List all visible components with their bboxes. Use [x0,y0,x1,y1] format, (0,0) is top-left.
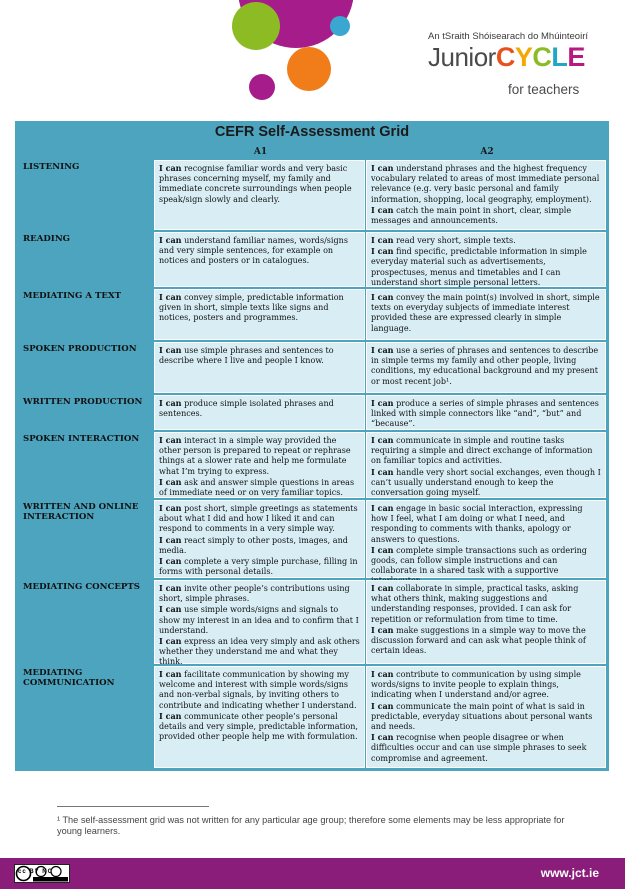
descriptor-statement [159,556,360,577]
column-header-blank [17,145,154,159]
i-can-lead: I can [371,204,394,215]
orange-circle [287,47,331,91]
cc-license-badge [14,864,70,883]
descriptor-statement [371,669,601,701]
row-label: MEDIATING A TEXT [23,291,122,301]
descriptor-text: make suggestions in a simple way to move the discussion forward and can ask what people think of certain ideas. [371,625,586,656]
descriptor-cell-a2 [366,500,606,578]
descriptor-text: post short, simple greetings as statements about what I did and how I liked it and can respond to comments in a very simple way. [159,504,358,534]
descriptor-text: find specific, predictable information in simple everyday material such as advertisements, prospectuses, menus and timetables and I can understand short simple personal letters. [371,247,587,287]
row-label: SPOKEN PRODUCTION [23,344,137,354]
descriptor-text: understand familiar names, words/signs and very simple sentences, for example on notices and posters or in catalogues. [159,236,348,266]
descriptor-statement [371,732,601,764]
column-header-a1: A1 [253,147,268,157]
descriptor-text: communicate the main point of what is said in predictable, everyday situations about personal wants and needs. [371,701,593,732]
i-can-lead: I can [159,583,182,593]
junior-cycle-logo [428,44,585,71]
descriptor-cell-a2 [366,342,606,393]
descriptor-statement [371,625,601,657]
i-can-lead: I can [159,435,182,445]
i-can-lead: I can [159,476,182,487]
logo-word-cycle [496,42,585,72]
descriptor-text: communicate other people’s personal details and very simple, predictable information, provided other people help me with formulation. [159,711,358,742]
descriptor-cell-a1 [154,342,365,393]
descriptor-text: interact in a simple way provided the other person is prepared to repeat or rephrase things at a slower rate and help me formulate what I’m trying to express. [159,436,351,476]
descriptor-cell-a1 [154,289,365,340]
row-label: WRITTEN AND ONLINE INTERACTION [23,502,139,522]
descriptor-cell-a1 [154,160,365,230]
descriptor-statement [159,636,360,668]
descriptor-text: use simple phrases and sentences to describe where I live and people I know. [159,346,334,366]
descriptor-cell-a1 [154,432,365,498]
descriptor-text: collaborate in simple, practical tasks, asking what others think, making suggestions and understanding responses, provided. I can ask for repetition or reformulation from time to time. [371,584,579,624]
table-row [17,431,607,499]
descriptor-text: understand phrases and the highest frequency vocabulary related to areas of most immediate personal relevance (e.g. very basic personal and family information, shopping, local geography, employment). [371,164,600,204]
table-row [17,341,607,394]
descriptor-statement [371,292,601,334]
pink-circle [249,74,275,100]
cc-license-text: cc BY NC [18,869,53,875]
descriptor-statement [371,246,601,288]
i-can-lead: I can [371,583,394,593]
i-can-lead: I can [159,503,182,513]
i-can-lead: I can [159,292,182,302]
i-can-lead: I can [371,503,394,513]
i-can-lead: I can [371,292,394,302]
i-can-lead: I can [371,398,394,408]
website-link[interactable]: www.jct.ie [540,866,599,880]
descriptor-text: express an idea very simply and ask others whether they understand me and what they think. [159,637,360,667]
descriptor-cell-a1 [154,666,365,768]
i-can-lead: I can [159,710,182,721]
table-row [17,579,607,665]
logo-letter: C [532,42,552,72]
i-can-lead: I can [159,669,182,679]
i-can-lead: I can [159,636,182,647]
descriptor-text: convey simple, predictable information given in short, simple texts like signs and notices, posters and programmes. [159,293,344,323]
table-row [17,665,607,769]
footnote-rule [57,806,209,807]
row-label: WRITTEN PRODUCTION [23,397,143,407]
i-can-lead: I can [371,435,394,445]
i-can-lead: I can [371,163,394,173]
i-can-lead: I can [371,544,394,555]
descriptor-statement [159,435,360,477]
descriptor-statement [159,345,360,366]
cefr-grid [15,121,609,771]
i-can-lead: I can [159,345,182,355]
logo-letter: L [551,42,568,72]
descriptor-text: produce simple isolated phrases and sentences. [159,399,334,419]
descriptor-text: use simple words/signs and signals to show my interest in an idea and to confirm that I understand. [159,605,359,635]
i-can-lead: I can [371,235,394,245]
descriptor-cell-a2 [366,580,606,664]
row-label: MEDIATING CONCEPTS [23,582,140,592]
grid-rows [17,159,607,769]
i-can-lead: I can [159,235,182,245]
i-can-lead: I can [371,466,394,477]
descriptor-statement [159,398,360,419]
table-row [17,231,607,288]
descriptor-cell-a2 [366,289,606,340]
i-can-lead: I can [371,732,394,743]
descriptor-text: facilitate communication by showing my welcome and interest with simple words/signs and non-verbal signals, by inviting others to contribute and indicating whether I understand. [159,670,357,710]
descriptor-cell-a2 [366,232,606,287]
table-row [17,394,607,431]
row-label: READING [23,234,71,244]
i-can-lead: I can [371,345,394,355]
descriptor-text: react simply to other posts, images, and media. [159,535,348,555]
i-can-lead: I can [159,163,182,173]
i-can-lead: I can [371,700,394,711]
i-can-lead: I can [159,534,182,545]
column-headers [17,145,607,159]
descriptor-text: use a series of phrases and sentences to describe in simple terms my family and other people, living conditions, my educational background and my present or most recent job¹. [371,346,599,386]
descriptor-statement [371,235,601,246]
descriptor-text: recognise when people disagree or when difficulties occur and can use simple phrases to seek compromise and agreement. [371,733,587,763]
decorative-circles [0,0,360,112]
descriptor-text: recognise familiar words and very basic phrases concerning myself, my family and immediate concrete surroundings when people speak/sign slowly and clearly. [159,164,352,204]
descriptor-statement [159,535,360,556]
logo-letter: C [495,42,515,72]
row-label: SPOKEN INTERACTION [23,434,140,444]
table-row [17,288,607,341]
grid-title: CEFR Self-Assessment Grid [214,124,410,140]
descriptor-statement [159,669,360,711]
footnote: ¹ The self-assessment grid was not written for any particular age group; therefore some elements may be less appropriate for young learners. [57,815,565,836]
descriptor-statement [159,235,360,267]
logo-word-junior: Junior [428,42,496,72]
descriptor-text: complete a very simple purchase, filling in forms with personal details. [159,557,358,577]
descriptor-statement [371,205,601,226]
descriptor-statement [371,345,601,387]
blue-circle [330,16,350,36]
org-line: An tSraith Shóisearach do Mhúinteoirí [428,31,589,42]
i-can-lead: I can [371,246,394,257]
column-header-a2: A2 [480,147,494,157]
i-can-lead: I can [159,556,182,567]
descriptor-statement [159,711,360,743]
logo-letter: Y [514,42,533,72]
descriptor-text: handle very short social exchanges, even though I can’t usually understand enough to keep the conversation going myself. [371,467,601,498]
descriptor-statement [159,604,360,636]
descriptor-cell-a1 [154,500,365,578]
descriptor-statement [371,583,601,625]
footer-bar [0,858,625,889]
table-row [17,159,607,231]
i-can-lead: I can [371,624,394,635]
green-circle [232,2,280,50]
descriptor-text: invite other people’s contributions using short, simple phrases. [159,584,350,604]
logo-subtitle: for teachers [508,82,580,97]
descriptor-statement [371,398,601,430]
descriptor-statement [371,701,601,733]
row-label: LISTENING [23,162,80,172]
descriptor-statement [371,467,601,499]
descriptor-text: complete simple transactions such as ordering goods, can follow simple instructions and can collaborate in a shared task with a supportive [371,545,587,576]
row-label: MEDIATING COMMUNICATION [23,668,115,688]
logo-letter: E [567,42,585,72]
descriptor-statement [159,292,360,324]
descriptor-text: catch the main point in short, clear, simple messages and announcements. [371,205,572,226]
descriptor-cell-a2 [366,432,606,498]
i-can-lead: I can [159,398,182,408]
descriptor-statement [159,503,360,535]
descriptor-text: ask and answer simple questions in areas of immediate need or on very familiar topics. [159,477,355,498]
descriptor-statement [371,435,601,467]
descriptor-cell-a2 [366,395,606,430]
descriptor-cell-a2 [366,160,606,230]
table-row [17,499,607,579]
descriptor-statement [159,163,360,205]
descriptor-statement [371,503,601,545]
descriptor-cell-a1 [154,580,365,667]
descriptor-cell-a1 [154,395,365,430]
i-can-lead: I can [371,669,394,679]
descriptor-statement [159,477,360,498]
i-can-lead: I can [159,604,182,615]
descriptor-text: communicate in simple and routine tasks requiring a simple and direct exchange of information on familiar topics and activities. [371,436,593,466]
descriptor-statement [371,163,601,205]
descriptor-text: produce a series of simple phrases and sentences linked with simple connectors like “and”, “but” and “because”. [371,399,599,429]
descriptor-text: convey the main point(s) involved in short, simple texts on everyday subjects of immediate interest provided these are expressed clearly in simple language. [371,293,600,333]
descriptor-cell-a1 [154,232,365,287]
descriptor-text: contribute to communication by using simple words/signs to invite people to explain things, indicating when I understand and/or agree. [371,670,581,700]
descriptor-text: read very short, simple texts. [393,236,516,245]
descriptor-statement [159,583,360,604]
descriptor-cell-a2 [366,666,606,768]
descriptor-text: engage in basic social interaction, expressing how I feel, what I am doing or what I need, and responding to comments with thanks, apology or answers to questions. [371,504,583,544]
